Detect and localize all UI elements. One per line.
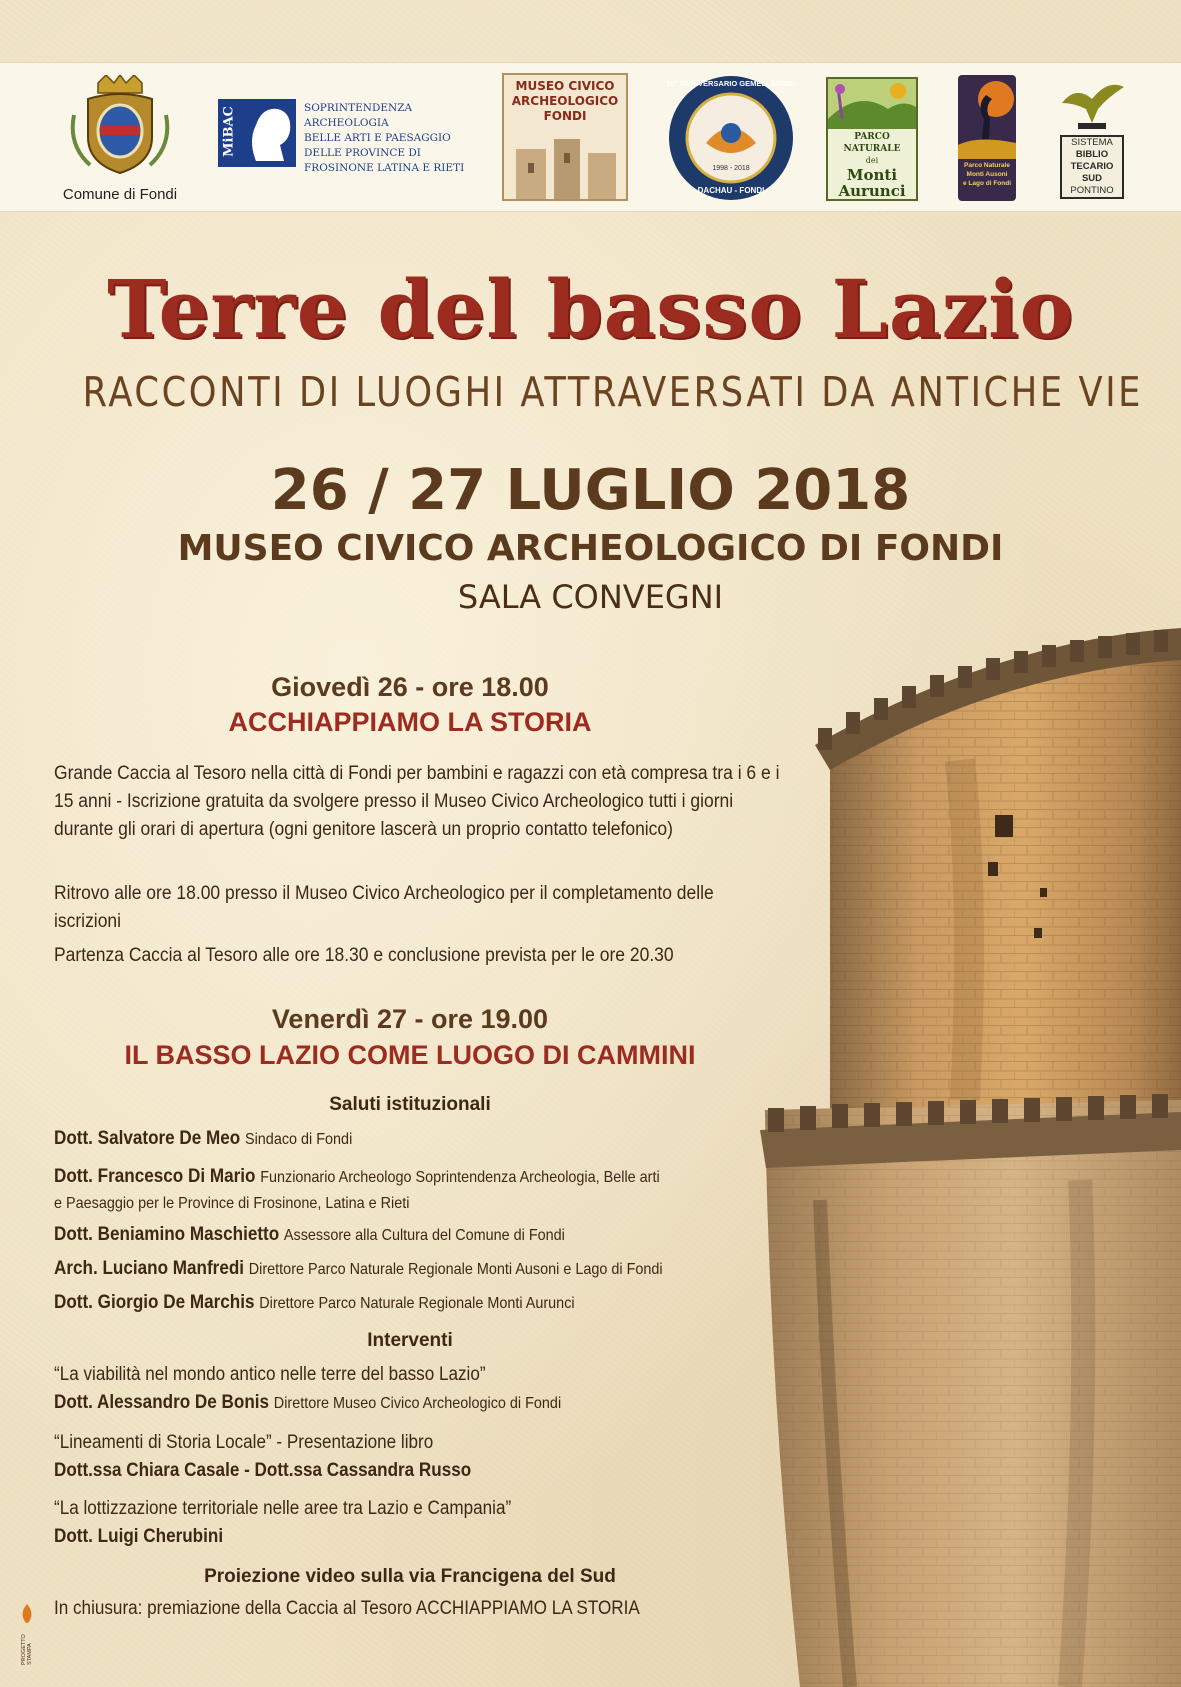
speaker-name: Dott. Beniamino Maschietto xyxy=(54,1224,280,1245)
talk-speaker-line xyxy=(54,1458,738,1484)
speaker-role: Direttore Parco Naturale Regionale Monti Aurunci xyxy=(259,1295,575,1312)
speaker-line xyxy=(54,1222,738,1249)
day1-title: ACCHIAPPIAMO LA STORIA xyxy=(228,707,592,737)
talk-speaker-name: Dott. Luigi Cherubini xyxy=(54,1526,224,1547)
talk-speaker-line xyxy=(54,1390,738,1417)
biblio-line: TECARIO xyxy=(1070,161,1114,172)
bird-icon xyxy=(1056,73,1128,133)
speaker-line xyxy=(54,1164,738,1191)
aurunci-line: dei xyxy=(865,156,879,165)
aurunci-line: PARCO xyxy=(854,132,890,142)
gemellaggio-ring-top: 20° ANNIVERSARIO GEMELLAGGIO xyxy=(666,79,796,88)
gemellaggio-ring-bottom: DACHAU - FONDI xyxy=(697,186,765,195)
mibac-label: MiBAC xyxy=(221,106,237,157)
comune-crest-icon xyxy=(60,75,180,175)
ausoni-line: Monti Ausoni xyxy=(966,171,1008,178)
mountain-flower-icon xyxy=(828,79,916,129)
heron-icon xyxy=(958,75,1016,159)
day2-title: IL BASSO LAZIO COME LUOGO DI CAMMINI xyxy=(124,1040,696,1070)
printer-credit xyxy=(20,1604,34,1674)
talk-title: “Lineamenti di Storia Locale” - Presentazione libro xyxy=(54,1432,434,1453)
speaker-role: Direttore Parco Naturale Regionale Monti Ausoni e Lago di Fondi xyxy=(248,1261,663,1278)
event-venue: MUSEO CIVICO ARCHEOLOGICO DI FONDI xyxy=(177,528,1004,569)
parco-monti-ausoni-logo xyxy=(958,75,1016,201)
speaker-role: Sindaco di Fondi xyxy=(244,1131,353,1148)
gemellaggio-years: 1998 - 2018 xyxy=(712,165,750,172)
soprintendenza-line: SOPRINTENDENZA ARCHEOLOGIA xyxy=(304,102,413,129)
event-room: SALA CONVEGNI xyxy=(457,578,724,616)
credit-line: STAMPA xyxy=(27,1643,33,1665)
museo-line: FONDI xyxy=(543,109,587,123)
soprintendenza-logo xyxy=(218,99,478,179)
day1-paragraph-3: Partenza Caccia al Tesoro alle ore 18.30 e conclusione prevista per le ore 20.30 xyxy=(54,945,674,966)
video-screening: Proiezione video sulla via Francigena del Sud xyxy=(204,1566,616,1587)
museo-line: ARCHEOLOGICO xyxy=(511,94,619,108)
event-date: 26 / 27 LUGLIO 2018 xyxy=(270,458,911,523)
speaker-role: Funzionario Archeologo Soprintendenza Archeologia, Belle arti xyxy=(260,1169,660,1186)
talk-speaker-name: Dott.ssa Chiara Casale - Dott.ssa Cassandra Russo xyxy=(54,1460,472,1481)
talk-title: “La viabilità nel mondo antico nelle terre del basso Lazio” xyxy=(54,1364,486,1385)
logo-band xyxy=(0,62,1181,212)
museo-civico-logo xyxy=(502,73,628,201)
speaker-line xyxy=(54,1256,738,1283)
day1-time: Giovedì 26 - ore 18.00 xyxy=(271,672,549,702)
sistema-bibliotecario-logo xyxy=(1056,73,1128,203)
museo-title xyxy=(504,75,626,124)
credit-line: PROGETTO xyxy=(21,1634,27,1665)
speaker-name: Dott. Salvatore De Meo xyxy=(54,1128,241,1149)
ausoni-line: e Lago di Fondi xyxy=(962,180,1012,187)
speaker-role: Assessore alla Cultura del Comune di Fondi xyxy=(283,1227,565,1244)
aurunci-line: Monti xyxy=(846,166,898,184)
ausoni-line: Parco Naturale xyxy=(964,162,1010,169)
gemellaggio-logo xyxy=(666,73,796,203)
museo-line: MUSEO CIVICO xyxy=(515,79,615,93)
speaker-name: Arch. Luciano Manfredi xyxy=(54,1258,245,1279)
talks-label: Interventi xyxy=(367,1330,453,1351)
speaker-name: Dott. Francesco Di Mario xyxy=(54,1166,256,1187)
profile-head-icon xyxy=(238,101,298,167)
talk-title: “La lottizzazione territoriale nelle aree tra Lazio e Campania” xyxy=(54,1498,512,1519)
closing-line: In chiusura: premiazione della Caccia al Tesoro ACCHIAPPIAMO LA STORIA xyxy=(54,1598,640,1619)
castle-icon xyxy=(504,129,626,199)
biblio-line: PONTINO xyxy=(1070,185,1114,196)
speaker-line xyxy=(54,1290,738,1317)
day1-paragraph-1: Grande Caccia al Tesoro nella città di Fondi per bambini e ragazzi con età compresa tra i 6 e i 15 anni - Iscrizione gratuita da svolgere presso il Museo Civico Archeologico tutti i giorni durante gli orari di apertura (ogni genitore lascerà un proprio contatto telefonico) xyxy=(54,763,780,840)
speaker-line xyxy=(54,1126,738,1153)
day1-paragraph-2: Ritrovo alle ore 18.00 presso il Museo Civico Archeologico per il completamento delle iscrizioni xyxy=(54,883,714,932)
talk-speaker-line xyxy=(54,1524,738,1550)
talk-speaker-role: Direttore Museo Civico Archeologico di Fondi xyxy=(273,1395,562,1412)
upper-crenellations xyxy=(818,630,1168,750)
aurunci-line: Aurunci xyxy=(838,182,906,200)
event-subtitle: RACCONTI DI LUOGHI ATTRAVERSATI DA ANTICHE VIE xyxy=(82,368,1144,416)
gemellaggio-seal-icon xyxy=(666,73,796,203)
aurunci-line: NATURALE xyxy=(843,144,901,154)
speaker-role-cont: e Paesaggio per le Province di Frosinone, Latina e Rieti xyxy=(54,1195,410,1212)
soprintendenza-line: FROSINONE LATINA E RIETI xyxy=(304,162,465,174)
day2-time: Venerdì 27 - ore 19.00 xyxy=(271,1004,549,1034)
soprintendenza-line: DELLE PROVINCE DI xyxy=(304,147,421,159)
mibac-badge xyxy=(218,99,296,167)
biblio-line: BIBLIO xyxy=(1075,149,1109,160)
parco-monti-aurunci-logo xyxy=(826,77,918,201)
soprintendenza-line: BELLE ARTI E PAESAGGIO xyxy=(304,132,451,144)
event-title: Terre del basso Lazio xyxy=(107,262,1074,356)
talk-speaker-name: Dott. Alessandro De Bonis xyxy=(54,1392,270,1413)
biblio-box xyxy=(1060,135,1124,199)
speaker-line-cont xyxy=(54,1190,738,1217)
comune-di-fondi-logo xyxy=(60,75,180,205)
speaker-name: Dott. Giorgio De Marchis xyxy=(54,1292,255,1313)
flame-icon xyxy=(20,1604,34,1626)
biblio-line: SISTEMA xyxy=(1071,137,1113,148)
comune-caption: Comune di Fondi xyxy=(62,186,178,203)
lower-crenellations xyxy=(768,1094,1168,1132)
greetings-label: Saluti istituzionali xyxy=(329,1094,491,1115)
biblio-line: SUD xyxy=(1081,173,1103,184)
